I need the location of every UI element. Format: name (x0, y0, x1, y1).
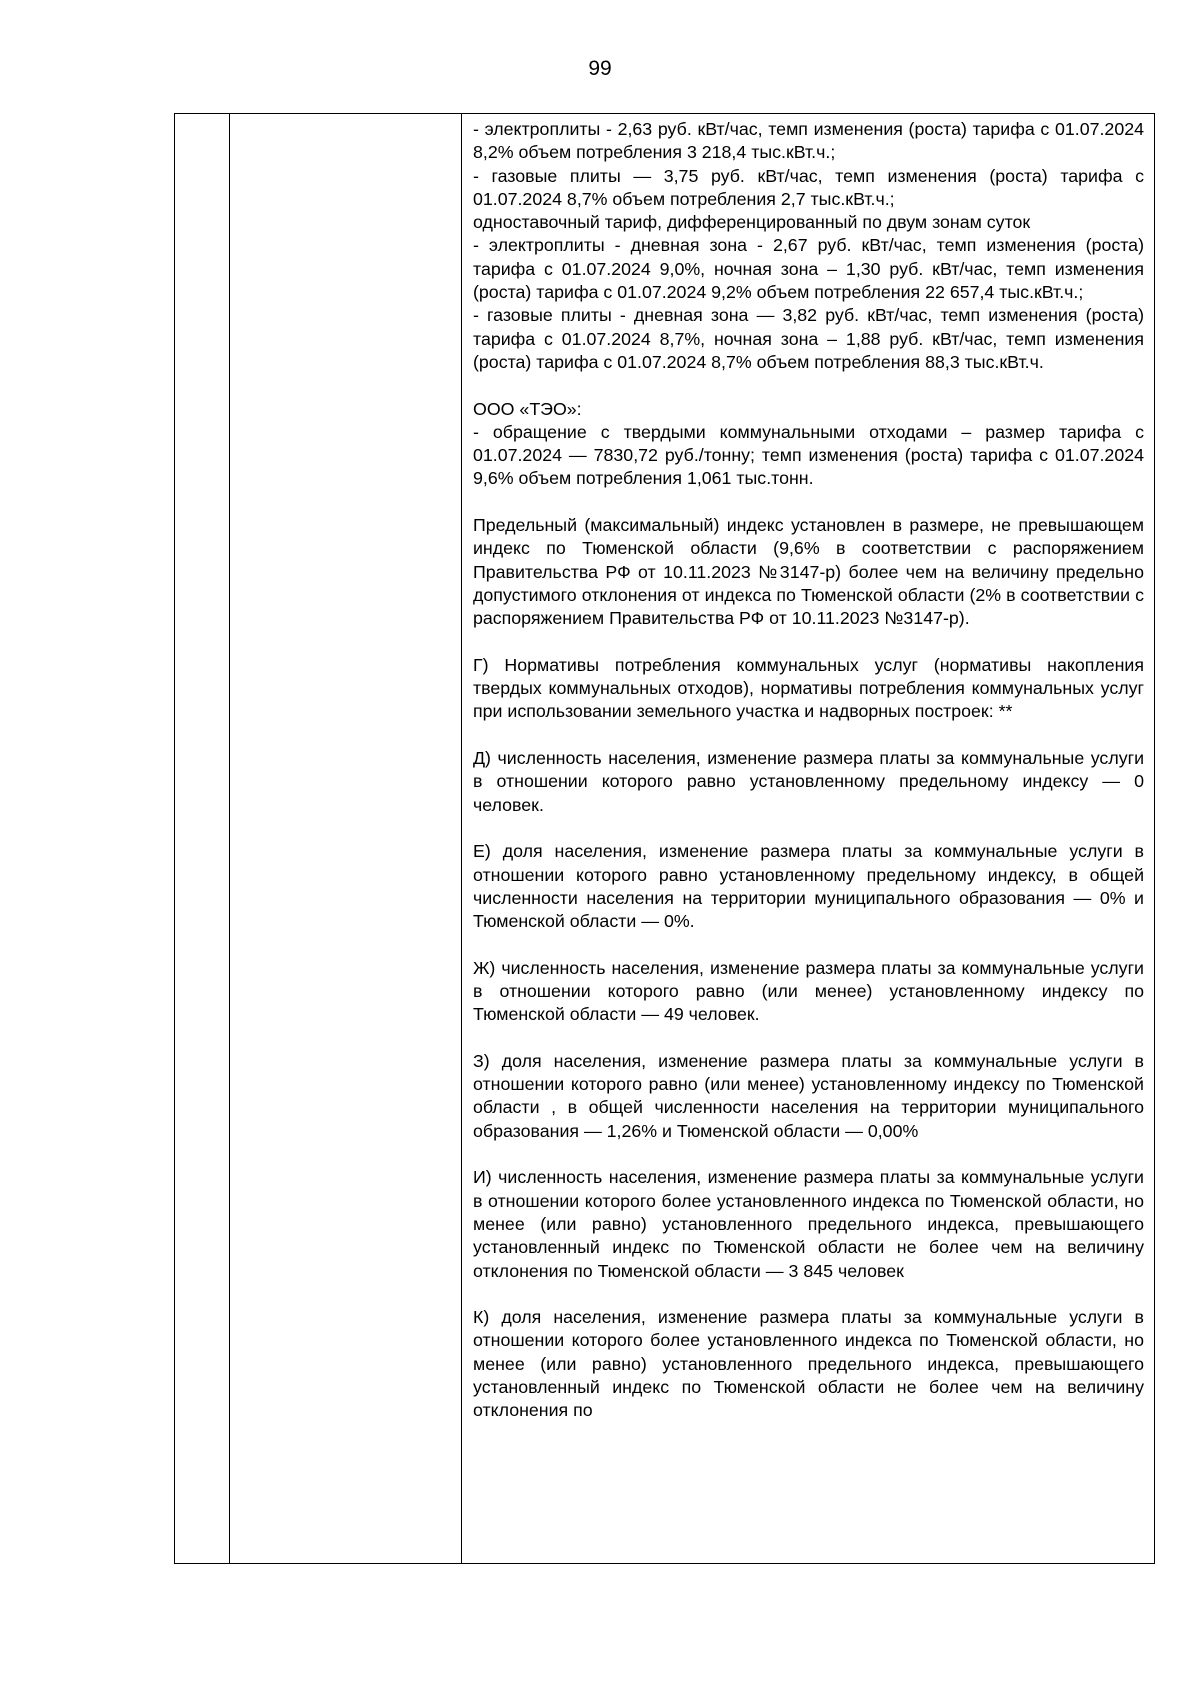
item-i-paragraph: И) численность населения, изменение размера платы за коммунальные услуги в отношении которого более установленного индекса по Тюменской области, но менее (или равно) установленного предельного индекса, превышающего установленный индекс по Тюменской области не более чем на величину отклонения по Тюменской области — 3 845 человек (473, 1167, 1144, 1281)
table-cell-title (230, 114, 462, 1564)
teo-heading: ООО «ТЭО»: (473, 398, 582, 419)
table-cell-number (175, 114, 230, 1564)
tariff-line: - газовые плиты - дневная зона — 3,82 руб. кВт/час, темп изменения (роста) тарифа с 01.07.2024 8,7%, ночная зона – 1,88 руб. кВт/час, темп изменения (роста) тарифа с 01.07.2024 8,7% объем потребления 88,3 тыс.кВт.ч. (473, 305, 1144, 372)
tariff-line: - электроплиты - 2,63 руб. кВт/час, темп изменения (роста) тарифа с 01.07.2024 8,2% объем потребления 3 218,4 тыс.кВт.ч.; (473, 119, 1144, 163)
item-d-paragraph: Д) численность населения, изменение размера платы за коммунальные услуги в отношении которого равно установленному предельному индексу — 0 человек. (473, 748, 1144, 815)
table-cell-content (462, 114, 1155, 1564)
page-number: 99 (588, 57, 612, 80)
item-e-paragraph: Е) доля населения, изменение размера платы за коммунальные услуги в отношении которого равно установленному предельному индексу, в общей численности населения на территории муниципального образования — 0% и Тюменской области — 0%. (473, 841, 1144, 932)
teo-tariff-line: - обращение с твердыми коммунальными отходами – размер тарифа с 01.07.2024 — 7830,72 руб./тонну; темп изменения (роста) тарифа с 01.07.2024 9,6% объем потребления 1,061 тыс.тонн. (473, 421, 1144, 489)
tariff-line: одноставочный тариф, дифференцированный по двум зонам суток (473, 212, 1031, 233)
table-row (175, 114, 1155, 1564)
item-g-paragraph: Г) Нормативы потребления коммунальных услуг (нормативы накопления твердых коммунальных отходов), нормативы потребления коммунальных услуг при использовании земельного участка и надворных построек: ** (473, 654, 1144, 722)
document-table (174, 113, 1155, 1564)
index-paragraph: Предельный (максимальный) индекс установлен в размере, не превышающем индекс по Тюменской области (9,6% в соответствии с распоряжением Правительства РФ от 10.11.2023 №3147-р) более чем на величину предельно допустимого отклонения от индекса по Тюменской области (2% в соответствии с распоряжением Правительства РФ от 10.11.2023 №3147-р). (473, 515, 1144, 629)
item-k-paragraph: К) доля населения, изменение размера платы за коммунальные услуги в отношении которого более установленного индекса по Тюменской области, но менее (или равно) установленного предельного индекса, превышающего установленный индекс по Тюменской области не более чем на величину отклонения по (473, 1307, 1144, 1421)
item-z-paragraph: З) доля населения, изменение размера платы за коммунальные услуги в отношении которого равно (или менее) установленному индексу по Тюменской области , в общей численности населения на территории муниципального образования — 1,26% и Тюменской области — 0,00% (473, 1050, 1144, 1141)
tariff-line: - электроплиты - дневная зона - 2,67 руб. кВт/час, темп изменения (роста) тарифа с 01.07.2024 9,0%, ночная зона – 1,30 руб. кВт/час, темп изменения (роста) тарифа с 01.07.2024 9,2% объем потребления 22 657,4 тыс.кВт.ч.; (473, 235, 1144, 303)
tariff-line: - газовые плиты — 3,75 руб. кВт/час, темп изменения (роста) тарифа с 01.07.2024 8,7% объем потребления 2,7 тыс.кВт.ч.; (473, 165, 1144, 209)
item-zh-paragraph: Ж) численность населения, изменение размера платы за коммунальные услуги в отношении которого равно (или менее) установленному индексу по Тюменской области — 49 человек. (473, 957, 1144, 1025)
